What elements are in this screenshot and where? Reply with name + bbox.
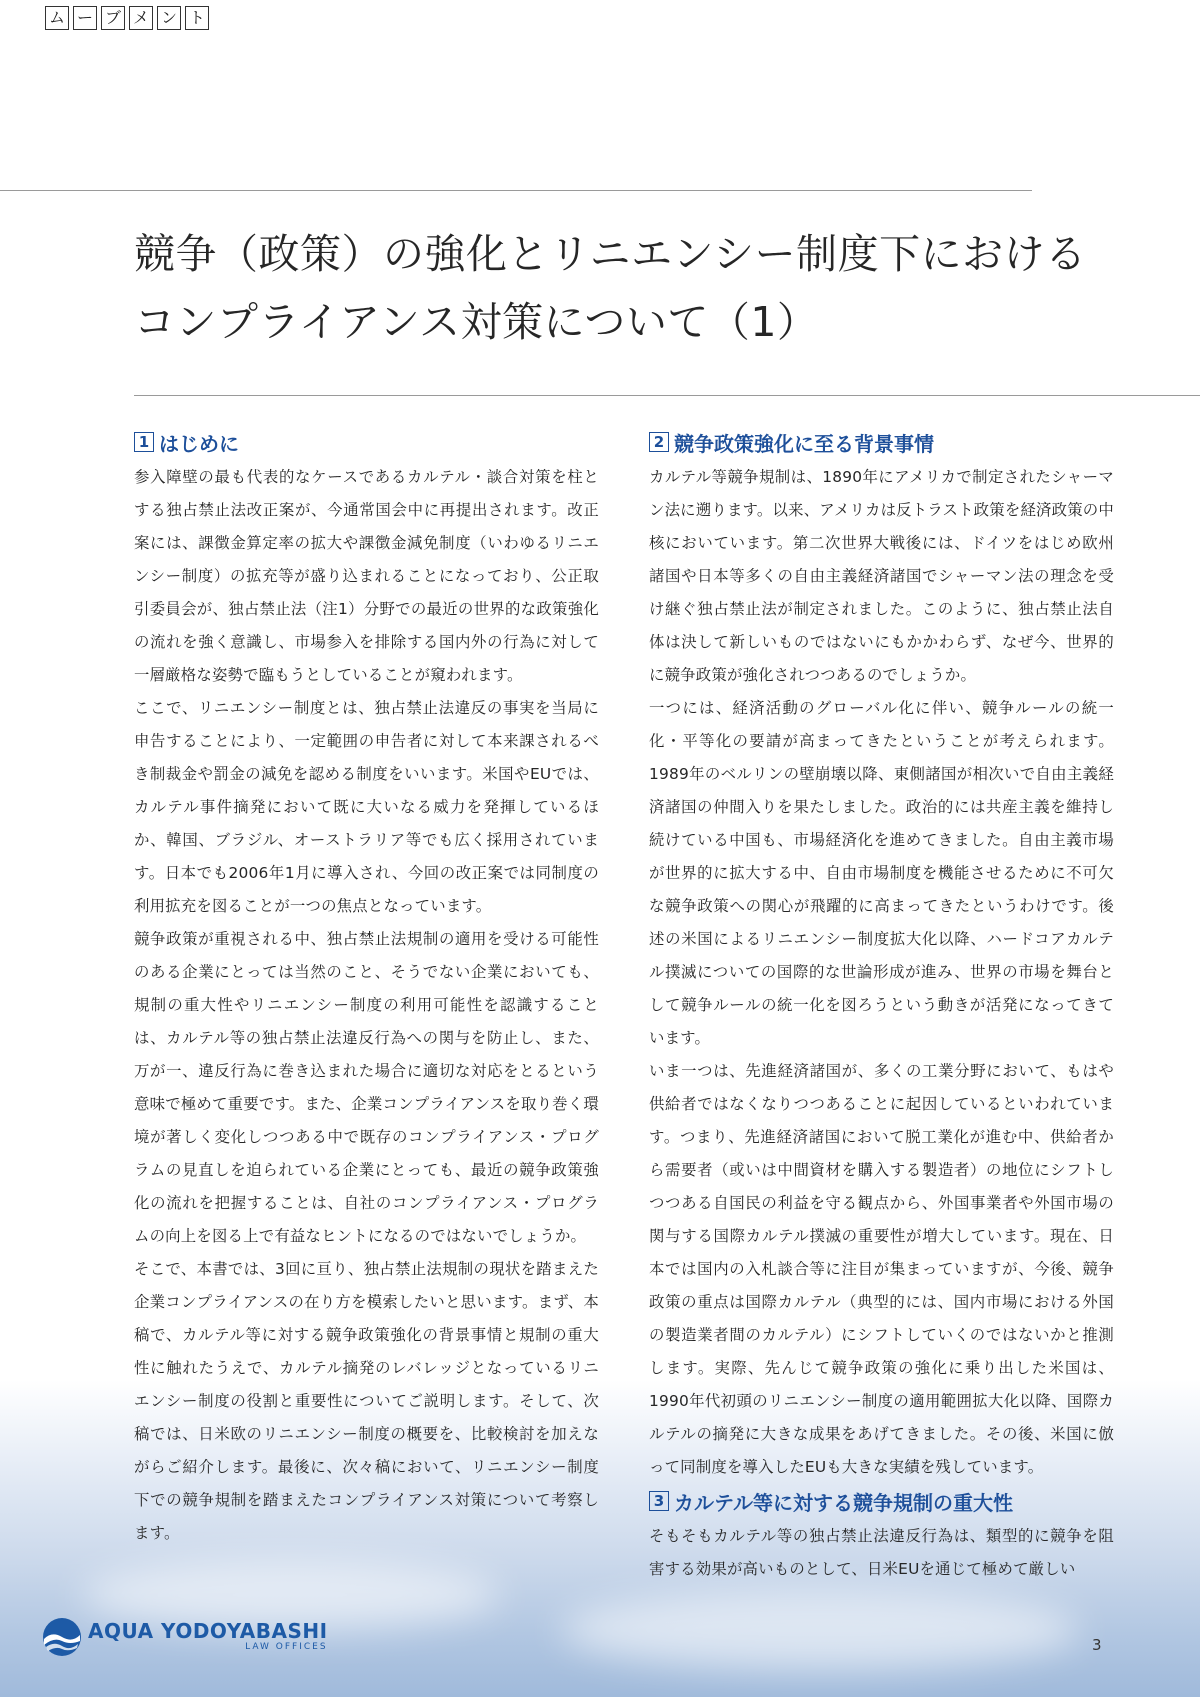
- section-heading-text: カルテル等に対する競争規制の重大性: [674, 1490, 1013, 1515]
- article-title: [134, 220, 1134, 356]
- section-label-char: ブ: [101, 6, 125, 30]
- section-number: 2: [649, 432, 669, 452]
- title-line: コンプライアンス対策について（1）: [134, 298, 819, 346]
- paragraph: そこで、本書では、3回に亘り、独占禁止法規制の現状を踏まえた企業コンプライアンスの在り方を模索したいと思います。まず、本稿で、カルテル等に対する競争政策強化の背景事情と規制の重大性に触れたうえで、カルテル摘発のレバレッジとなっているリニエンシー制度の役割と重要性についてご説明します。そして、次稿では、日米欧のリニエンシー制度の概要を、比較検討を加えながらご紹介します。最後に、次々稿において、リニエンシー制度下での競争規制を踏まえたコンプライアンス対策について考察します。: [134, 1260, 599, 1542]
- section-heading-text: 競争政策強化に至る背景事情: [674, 431, 934, 456]
- paragraph: 一つには、経済活動のグローバル化に伴い、競争ルールの統一化・平等化の要請が高まってきたということが考えられます。1989年のベルリンの壁崩壊以降、東側諸国が相次いで自由主義経済諸国の仲間入りを果たしました。政治的には共産主義を維持し続けている中国も、市場経済化を進めてきました。自由主義市場が世界的に拡大する中、自由市場制度を機能させるために不可欠な競争政策への関心が飛躍的に高まってきたというわけです。後述の米国によるリニエンシー制度拡大化以降、ハードコアカルテル撲滅についての国際的な世論形成が進み、世界の市場を舞台として競争ルールの統一化を図ろうという動きが活発になってきています。: [649, 699, 1114, 1047]
- section-label-char: メ: [129, 6, 153, 30]
- paragraph: ここで、リニエンシー制度とは、独占禁止法違反の事実を当局に申告することにより、一定範囲の申告者に対して本来課されるべき制裁金や罰金の減免を認める制度をいいます。米国やEUでは、カルテル事件摘発において既に大いなる威力を発揮しているほか、韓国、ブラジル、オーストラリア等でも広く採用されています。日本でも2006年1月に導入され、今回の改正案では同制度の利用拡充を図ることが一つの焦点となっています。: [134, 699, 599, 915]
- firm-logo: [42, 1617, 328, 1657]
- cloud-decoration: [560, 1590, 1080, 1670]
- paragraph: そもそもカルテル等の独占禁止法違反行為は、類型的に競争を阻害する効果が高いものとして、日米EUを通じて極めて厳しい: [649, 1527, 1114, 1578]
- wave-logo-icon: [42, 1617, 82, 1657]
- logo-subtitle: LAW OFFICES: [245, 1642, 328, 1652]
- title-line: 競争（政策）の強化とリニエンシー制度下における: [134, 230, 1087, 278]
- section-label-char: ー: [73, 6, 97, 30]
- paragraph: カルテル等競争規制は、1890年にアメリカで制定されたシャーマン法に遡ります。以来、アメリカは反トラスト政策を経済政策の中核においています。第二次世界大戦後には、ドイツをはじめ欧州諸国や日本等多くの自由主義経済諸国でシャーマン法の理念を受け継ぐ独占禁止法が制定されました。このように、独占禁止法自体は決して新しいものではないにもかかわらず、なぜ今、世界的に競争政策が強化されつつあるのでしょうか。: [649, 468, 1114, 684]
- section-label: [45, 6, 209, 30]
- column-right: [649, 425, 1114, 1586]
- logo-name: AQUA YODOYABASHI: [88, 1619, 328, 1643]
- section-label-char: ン: [157, 6, 181, 30]
- paragraph: いま一つは、先進経済諸国が、多くの工業分野において、もはや供給者ではなくなりつつあることに起因しているといわれています。つまり、先進経済諸国において脱工業化が進む中、供給者から需要者（或いは中間資材を購入する製造者）の地位にシフトしつつある自国民の利益を守る観点から、外国事業者や外国市場の関与する国際カルテル撲滅の重要性が増大しています。現在、日本では国内の入札談合等に注目が集まっていますが、今後、競争政策の重点は国際カルテル（典型的には、国内市場における外国の製造業者間のカルテル）にシフトしていくのではないかと推測します。実際、先んじて競争政策の強化に乗り出した米国は、1990年代初頭のリニエンシー制度の適用範囲拡大化以降、国際カルテルの摘発に大きな成果をあげてきました。その後、米国に倣って同制度を導入したEUも大きな実績を残しています。: [649, 1062, 1114, 1476]
- divider: [134, 395, 1200, 396]
- section-label-char: ト: [185, 6, 209, 30]
- column-left: [134, 425, 599, 1550]
- section-heading: [649, 425, 1114, 459]
- divider: [0, 190, 1032, 191]
- logo-text: [88, 1621, 328, 1653]
- section-heading-text: はじめに: [159, 431, 239, 456]
- section-number: 1: [134, 432, 154, 452]
- section-heading: [134, 425, 599, 459]
- paragraph: 競争政策が重視される中、独占禁止法規制の適用を受ける可能性のある企業にとっては当然のこと、そうでない企業においても、規制の重大性やリニエンシー制度の利用可能性を認識することは、カルテル等の独占禁止法違反行為への関与を防止し、また、万が一、違反行為に巻き込まれた場合に適切な対応をとるという意味で極めて重要です。また、企業コンプライアンスを取り巻く環境が著しく変化しつつある中で既存のコンプライアンス・プログラムの見直しを迫られている企業にとっても、最近の競争政策強化の流れを把握することは、自社のコンプライアンス・プログラムの向上を図る上で有益なヒントになるのではないでしょうか。: [134, 930, 599, 1245]
- paragraph: 参入障壁の最も代表的なケースであるカルテル・談合対策を柱とする独占禁止法改正案が、今通常国会中に再提出されます。改正案には、課徴金算定率の拡大や課徴金減免制度（いわゆるリニエンシー制度）の拡充等が盛り込まれることになっており、公正取引委員会が、独占禁止法（注1）分野での最近の世界的な政策強化の流れを強く意識し、市場参入を排除する国内外の行為に対して一層厳格な姿勢で臨もうとしていることが窺われます。: [134, 468, 599, 684]
- section-heading: [649, 1484, 1114, 1518]
- section-number: 3: [649, 1491, 669, 1511]
- page-number: 3: [1092, 1636, 1102, 1654]
- section-label-char: ム: [45, 6, 69, 30]
